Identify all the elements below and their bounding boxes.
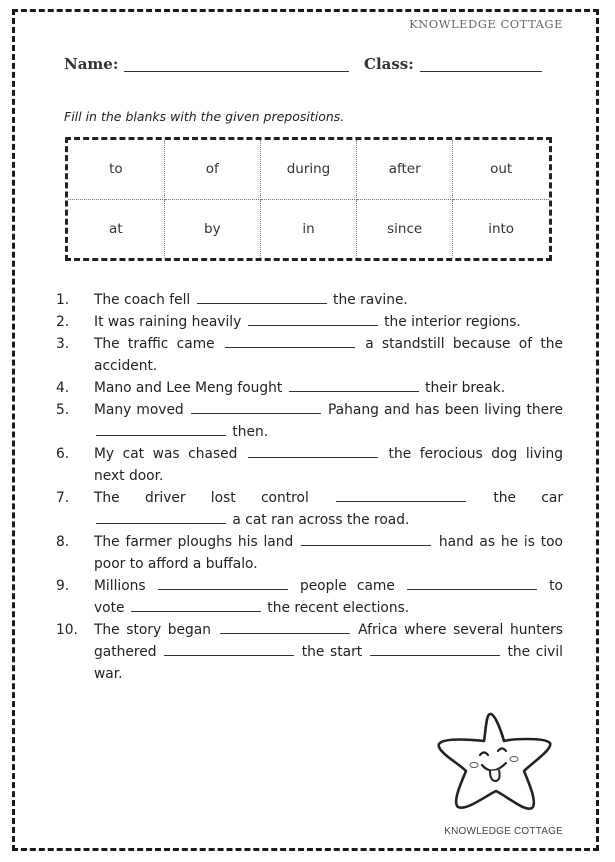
question-text: Africa where several hunters gathered — [94, 622, 563, 660]
word-cell: of — [164, 140, 260, 199]
answer-blank[interactable] — [225, 333, 355, 348]
question-item — [56, 531, 563, 575]
answer-blank[interactable] — [336, 487, 466, 502]
word-cell: into — [488, 220, 515, 237]
question-text: The coach fell — [94, 292, 191, 308]
name-label: Name: — [64, 55, 119, 73]
answer-blank[interactable] — [248, 443, 378, 458]
answer-blank[interactable] — [197, 289, 327, 304]
smiling-star-icon — [428, 709, 563, 814]
brand-footer: KNOWLEDGE COTTAGE — [444, 826, 563, 837]
word-row — [68, 199, 549, 258]
question-number: 8. — [56, 534, 70, 550]
answer-blank[interactable] — [407, 575, 537, 590]
word-cell: during — [260, 140, 356, 199]
word-cell: out — [453, 140, 549, 199]
word-cell: at — [68, 199, 164, 258]
question-text: It was raining heavily — [94, 314, 242, 330]
question-item — [56, 487, 563, 531]
question-text: hand as he is too poor to afford a buffalo. — [94, 534, 563, 572]
question-item — [56, 575, 563, 619]
question-number: 4. — [56, 380, 70, 396]
word-cell: in — [260, 199, 356, 258]
question-list — [56, 289, 563, 685]
question-number: 1. — [56, 292, 70, 308]
answer-blank[interactable] — [164, 641, 294, 656]
question-number: 7. — [56, 490, 70, 506]
question-item — [56, 333, 563, 377]
question-text: the civil war. — [94, 644, 563, 682]
answer-blank[interactable] — [220, 619, 350, 634]
question-text: their break. — [425, 380, 506, 396]
instruction-text: Fill in the blanks with the given prepositions. — [64, 109, 345, 124]
answer-blank[interactable] — [301, 531, 431, 546]
question-text: The story began — [94, 622, 211, 638]
answer-blank[interactable] — [289, 377, 419, 392]
question-text: The farmer ploughs his land — [94, 534, 294, 550]
question-item — [56, 311, 563, 333]
name-field[interactable] — [124, 71, 349, 72]
word-cell: to — [68, 140, 164, 199]
question-text: then. — [232, 424, 269, 440]
question-number: 3. — [56, 336, 70, 352]
question-item — [56, 443, 563, 487]
question-text: Pahang and has been living there — [327, 402, 563, 418]
question-number: 2. — [56, 314, 70, 330]
question-text: the ravine. — [333, 292, 408, 308]
question-number: 10. — [56, 622, 78, 638]
answer-blank[interactable] — [370, 641, 500, 656]
question-text: the start — [301, 644, 363, 660]
answer-blank[interactable] — [191, 399, 321, 414]
brand-header: KNOWLEDGE COTTAGE — [409, 17, 563, 31]
class-label: Class: — [364, 55, 414, 73]
question-text: a cat ran across the road. — [232, 512, 410, 528]
word-row — [68, 140, 549, 199]
word-cell: since — [357, 199, 453, 258]
question-text: a standstill because of the accident. — [94, 336, 564, 374]
question-text: people came — [299, 578, 395, 594]
question-text: the interior regions. — [384, 314, 521, 330]
question-item — [56, 619, 563, 685]
question-text: the ferocious dog living next door. — [94, 446, 563, 484]
question-text: My cat was chased — [94, 446, 238, 462]
word-cell: after — [357, 140, 453, 199]
question-item — [56, 289, 563, 311]
word-table — [68, 140, 549, 258]
question-number: 5. — [56, 402, 70, 418]
question-text: The traffic came — [94, 336, 215, 352]
answer-blank[interactable] — [96, 421, 226, 436]
question-item — [56, 399, 563, 443]
question-text: to vote — [94, 578, 563, 616]
question-number: 9. — [56, 578, 70, 594]
question-text: Many moved — [94, 402, 184, 418]
class-field[interactable] — [420, 71, 542, 72]
answer-blank[interactable] — [248, 311, 378, 326]
answer-blank[interactable] — [96, 509, 226, 524]
question-item — [56, 377, 563, 399]
question-text: The driver lost control — [94, 490, 309, 506]
word-cell: by — [164, 199, 260, 258]
answer-blank[interactable] — [158, 575, 288, 590]
word-box — [65, 137, 552, 261]
question-number: 6. — [56, 446, 70, 462]
student-info-row — [64, 55, 544, 77]
question-text: Mano and Lee Meng fought — [94, 380, 283, 396]
question-text: Millions — [94, 578, 146, 594]
question-text: the car — [493, 490, 563, 506]
answer-blank[interactable] — [131, 597, 261, 612]
question-text: the recent elections. — [267, 600, 410, 616]
